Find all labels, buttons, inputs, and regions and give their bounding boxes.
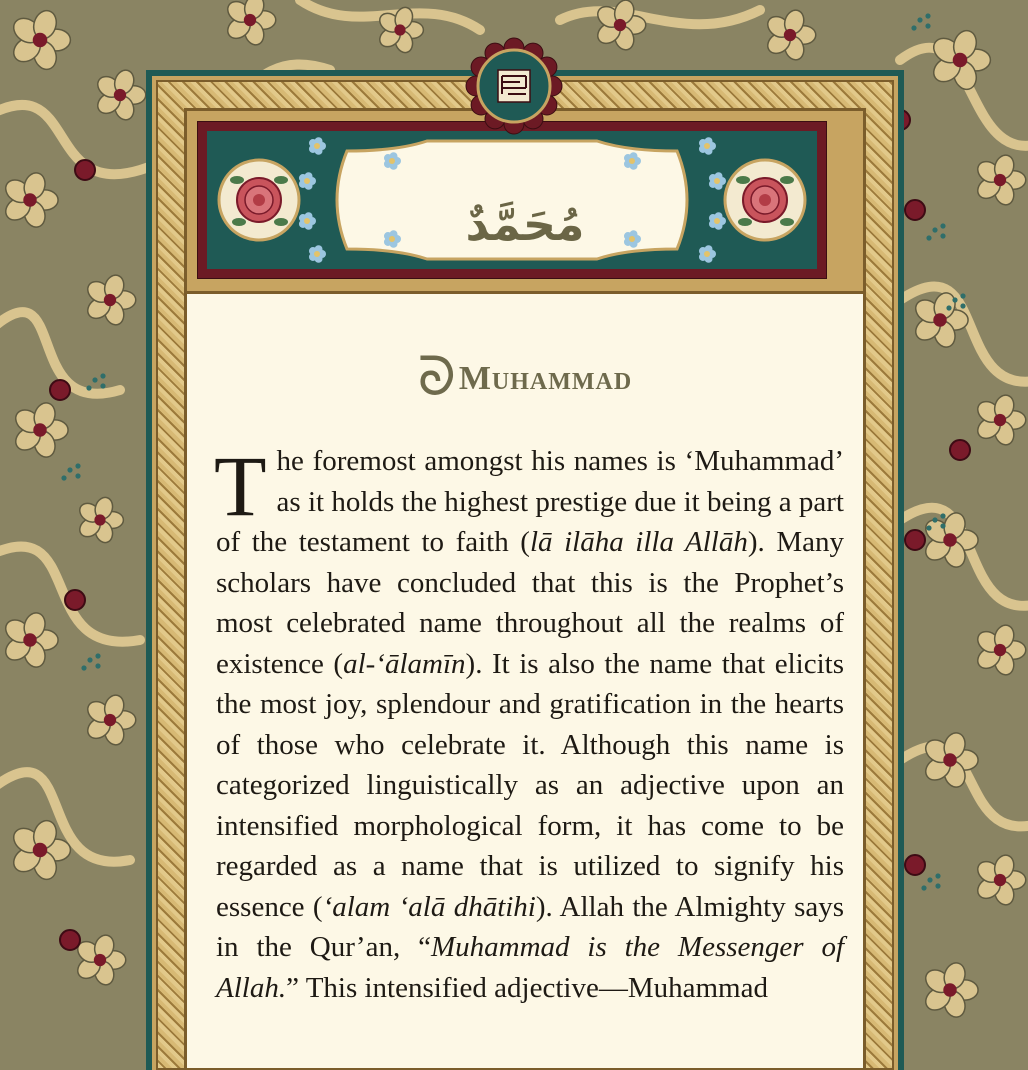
illuminated-header	[187, 111, 863, 294]
berry-icon	[905, 855, 925, 875]
italic-phrase: al-‘ālamīn	[343, 647, 466, 680]
text-segment: ). It is also the name that elicits the most joy, splendour and gratification in the hearts of those who celebrate it. Although this name is categorized linguistically as an adjective upon an intensified morphological form, it has come to be regarded as a name that is utilized to signify his essence (	[216, 647, 844, 923]
arabic-name: مُحَمَّدٌ	[465, 197, 585, 251]
berry-icon	[50, 380, 70, 400]
berry-icon	[65, 590, 85, 610]
berry-icon	[950, 440, 970, 460]
berry-icon	[75, 160, 95, 180]
card-gold-border	[152, 76, 898, 1070]
italic-phrase: Muhammad is the Messenger of Allah.	[216, 931, 844, 1004]
body-paragraph	[214, 438, 845, 1008]
text-segment: ” This intensified adjective—Muhammad	[286, 971, 768, 1004]
berry-icon	[60, 930, 80, 950]
kufic-medallion-icon	[464, 36, 564, 136]
text-segment: he foremost amongst his names is ‘Muhammad’ as it holds the highest prestige due it being a part of the testament to faith (	[216, 445, 844, 558]
braided-frame	[156, 80, 894, 1070]
drop-cap: T	[214, 438, 267, 534]
italic-phrase: ‘alam ‘alā dhātihi	[322, 890, 536, 923]
berry-icon	[905, 530, 925, 550]
name-card	[146, 70, 904, 1070]
title-swirl-ornament: ᘐ	[417, 347, 457, 407]
parchment-panel	[184, 108, 866, 1068]
title-text: Muhammad	[458, 360, 633, 397]
text-segment: ). Many scholars have concluded that this is the Prophet’s most celebrated name throughout all the realms of existence (	[216, 526, 845, 680]
text-segment: ). Allah the Almighty says in the Qur’an, “	[216, 890, 845, 963]
italic-phrase: lā ilāha illa Allāh	[529, 526, 748, 558]
page-title	[187, 346, 863, 409]
paragraph	[214, 438, 845, 1008]
berry-icon	[905, 200, 925, 220]
